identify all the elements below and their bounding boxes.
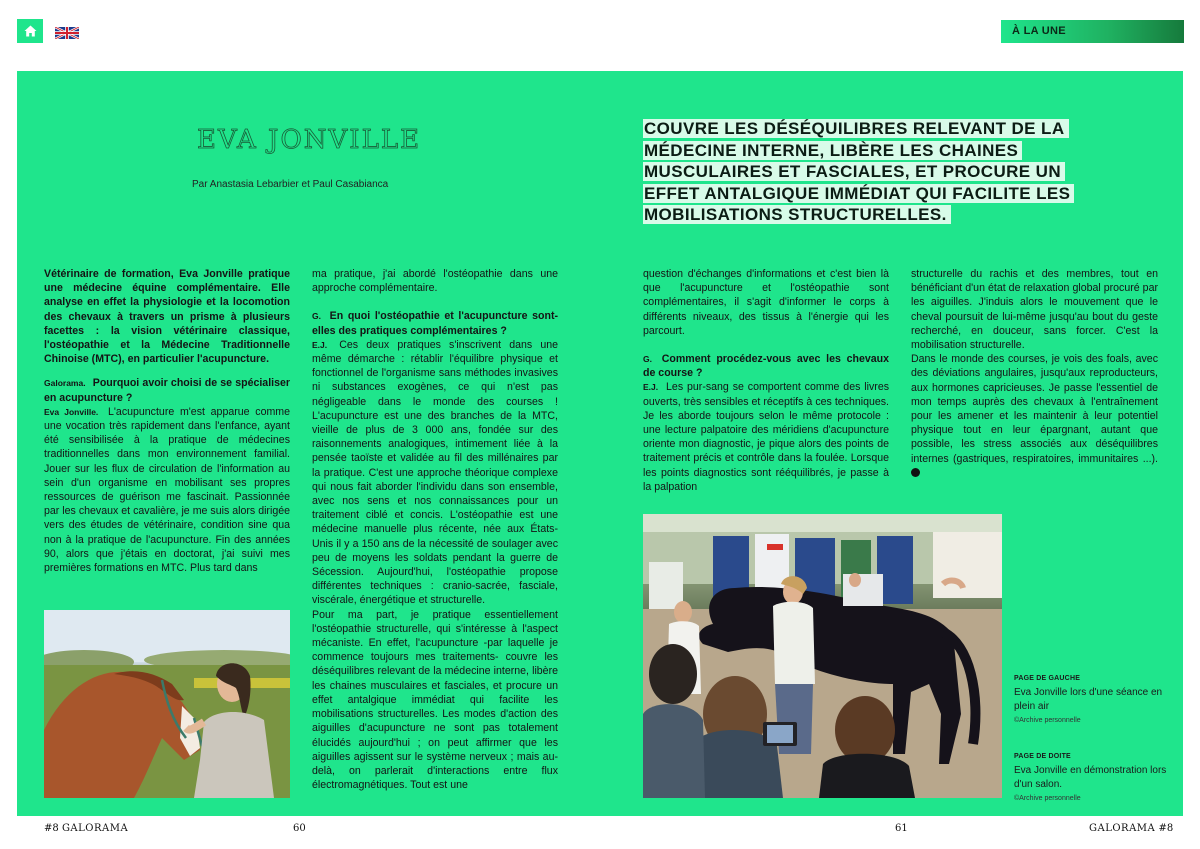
magazine-name: GALORAMA xyxy=(61,823,129,834)
answer-text: L'acupuncture m'est apparue comme une vocation très rapidement dans l'enfance, ayant été sensibilisée à la pratique de médecines traditionnelles dans mon environnement familial. Jouer sur les flux de circulation de l'information au sein d'un organisme en mobilisant ses propres ressources de guérison me fascinait. Passionnée par les chevaux et cavalière, je me suis alors dirigée vers des études de vétérinaire, condition sine qua non à la pratique de l'acupuncture. Fin des années 90, alors que j'étais en doctorat, j'ai suivi mes premières formations en MTC. Plus tard dans xyxy=(44,405,290,575)
question-text: Pourquoi avoir choisi de se spécialiser en acupuncture ? xyxy=(44,377,290,404)
answer-1 xyxy=(44,405,290,575)
photo-show-demonstration xyxy=(643,514,1002,798)
page-number-right: 61 xyxy=(895,823,908,834)
end-of-article-icon xyxy=(911,468,920,477)
article-lead: Vétérinaire de formation, Eva Jonville pratique une médecine équine complémentaire. Elle analyse en effet la physiologie et la locomotion des chevaux à travers un prisme à plusieurs facettes : la vision vétérinaire classique, l'ostéopathie et la Médecine Traditionnelle Chinoise (MTC), en particulier l'acupuncture. xyxy=(44,268,290,366)
question-speaker: G. xyxy=(312,311,321,322)
question-3 xyxy=(643,352,889,380)
caption-credit: ©Archive personnelle xyxy=(1014,795,1081,802)
answer-text: Les pur-sang se comportent comme des livres ouverts, très sensibles et réceptifs à ces techniques. Je les aborde toujours selon le même protocole : une lecture palpatoire des méridiens d'acupuncture oriente mon diagnostic, je pique alors des points de traitement précis et contrôle dans la foulée. Lorsque les points diagnostics sont rééquilibrés, je passe à la palpation xyxy=(643,381,890,493)
answer-1-continued: ma pratique, j'ai abordé l'ostéopathie dans une approche complémentaire. xyxy=(312,268,558,295)
answer-text: Ces deux pratiques s'inscrivent dans une même démarche : rétablir l'équilibre physique et fonctionnel de l'organisme sans méthodes invasives ni substances exogènes, ce qui n'est pas négligeable dans le monde des courses ! L'acupuncture est une des branches de la MTC, vieille de plus de 3 000 ans, fondée sur des raisonnements analogiques, intimement liée à la pensée taoïste et validée au fil des millénaires par la pratique. C'est une approche théorique complexe qui nous fait aborder l'individu dans son ensemble, avec nos sens et nos connaissances pour un traitement ciblé et concis. L'ostéopathie est une médecine manuelle plus récente, née aux États-Unis il y a 150 ans de la nécessité de soulager avec peu de moyens les soldats pendant la guerre de Sécession. Aujourd'hui, l'ostéopathie propose différentes techniques : cranio-sacrée, fasciale, viscérale, énergétique et structurelle. xyxy=(312,338,558,607)
question-2 xyxy=(312,309,558,337)
article-column-2 xyxy=(312,267,558,792)
answer-3-continued: structurelle du rachis et des membres, tout en bénéficiant d'un état de relaxation global procuré par les aiguilles. J'induis alors le mouvement que le cheval poursuit de lui-même jusqu'au bout du geste recherché, en douceur, sans forcer. C'est la mobilisation structurelle. xyxy=(911,268,1158,352)
caption-text: Eva Jonville en démonstration lors d'un salon. xyxy=(1014,765,1167,790)
caption-text: Eva Jonville lors d'une séance en plein air xyxy=(1014,687,1163,712)
pull-quote xyxy=(643,118,1113,226)
article-column-1 xyxy=(44,267,290,575)
pull-quote-text: COUVRE LES DÉSÉQUILIBRES RELEVANT DE LA MÉDECINE INTERNE, LIBÈRE LES CHAINES MUSCULAIRES ET FASCIALES, ET PROCURE UN EFFET ANTALGIQUE IMMÉDIAT QUI FACILITE LES MOBILISATIONS STRUCTURELLES. xyxy=(643,119,1074,224)
magazine-name: GALORAMA xyxy=(1089,823,1156,834)
answer-2-paragraph-2: Pour ma part, je pratique essentiellement l'ostéopathie structurelle, qui s'intéresse à l'aspect mécaniste. En effet, l'acupuncture -par laquelle je commence toujours mes traitements- couvre les déséquilibres relevant de la médecine interne, libère les chaines musculaires et fasciales, et procure un effet antalgique immédiat qui facilite les mobilisations structurelles. Les modes d'action des aiguilles d'acupuncture ne sont pas totalement élucidés aujourd'hui ; on peut affirmer que les aiguilles agissent sur le système nerveux ; mais au-delà, on parlerait d'interactions entre flux électromagnétiques. Tout est une xyxy=(312,608,558,792)
home-icon xyxy=(24,25,37,37)
question-1 xyxy=(44,376,290,404)
caption-heading: PAGE DE DOITE xyxy=(1014,753,1071,760)
footer-left-brand xyxy=(44,823,128,834)
page-number-left: 60 xyxy=(293,823,306,834)
article-column-3 xyxy=(643,267,889,494)
caption-credit: ©Archive personnelle xyxy=(1014,717,1081,724)
photo-outdoor-session xyxy=(44,610,290,798)
question-text: En quoi l'ostéopathie et l'acupuncture sont-elles des pratiques complémentaires ? xyxy=(312,310,558,337)
answer-text: Dans le monde des courses, je vois des foals, avec des déviations angulaires, jusqu'aux reproducteurs, aux hormones capricieuses. Je passe l'essentiel de mon temps auprès des chevaux à l'entraînement pour les amener et les maintenir à leur potentiel physique tout en leur épargnant, autant que possible, les stress associés aux déséquilibres internes (gastriques, respiratoires, immunitaires ...). xyxy=(911,353,1158,465)
answer-2-continued: question d'échanges d'informations et c'est bien là que l'acupuncture et l'ostéopathie sont complémentaires, il s'agit d'informer le corps à différents niveaux, des tissus à l'énergie qui les parcourt. xyxy=(643,268,889,337)
home-button[interactable] xyxy=(17,19,43,43)
caption-heading: PAGE DE GAUCHE xyxy=(1014,675,1081,682)
answer-3-paragraph-2 xyxy=(911,352,1158,480)
question-speaker: G. xyxy=(643,354,652,365)
issue-number: #8 xyxy=(1158,823,1174,834)
answer-3 xyxy=(643,380,889,494)
answer-2 xyxy=(312,338,558,608)
article-title: EVA JONVILLE xyxy=(197,125,422,155)
answer-speaker: Eva Jonville. xyxy=(44,406,99,417)
answer-speaker: E.J. xyxy=(312,339,328,350)
question-speaker: Galorama. xyxy=(44,378,86,389)
answer-speaker: E.J. xyxy=(643,382,659,393)
article-column-4 xyxy=(911,267,1158,480)
uk-flag-icon[interactable] xyxy=(55,26,79,38)
issue-number: #8 xyxy=(44,823,59,834)
footer-right-brand xyxy=(1089,823,1173,834)
caption-right-page xyxy=(1014,750,1174,806)
caption-left-page xyxy=(1014,672,1174,728)
article-byline: Par Anastasia Lebarbier et Paul Casabianca xyxy=(192,179,389,190)
question-text: Comment procédez-vous avec les chevaux de course ? xyxy=(643,353,889,380)
section-tag[interactable]: À LA UNE xyxy=(1001,20,1184,43)
